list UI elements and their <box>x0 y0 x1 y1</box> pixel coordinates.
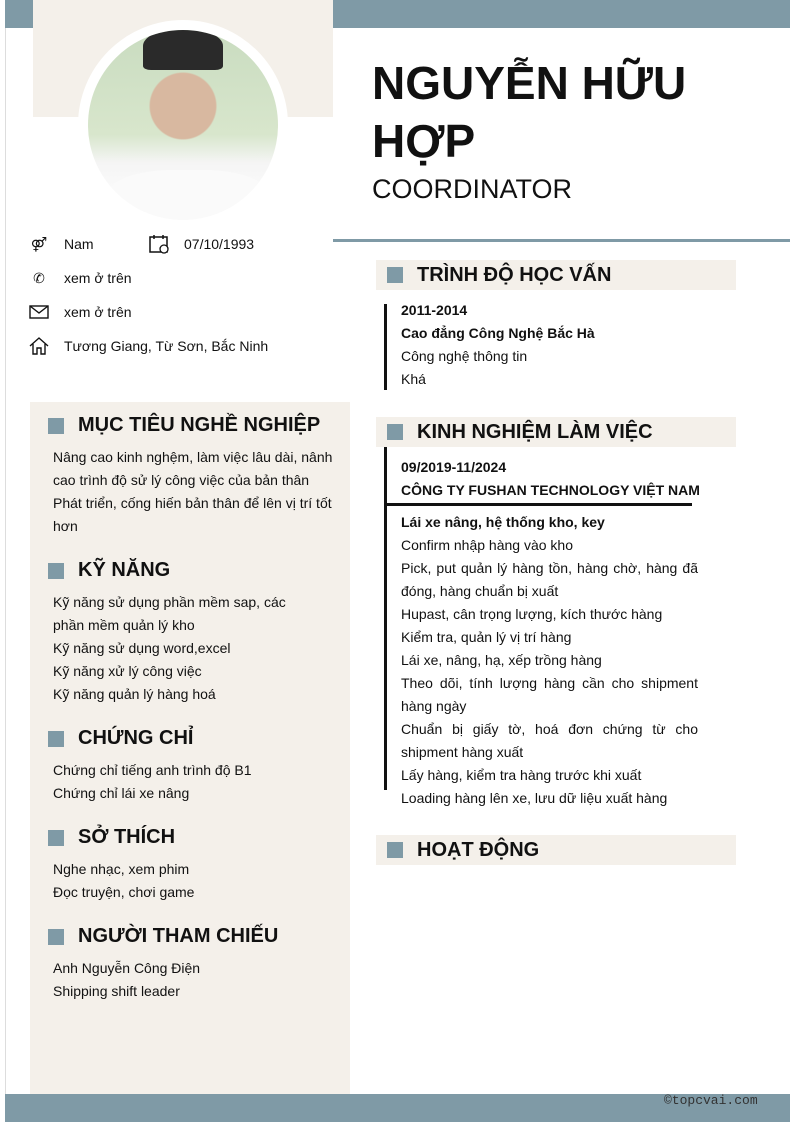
company-underline <box>386 503 692 506</box>
phone-icon: ✆ <box>33 269 45 286</box>
experience-company: CÔNG TY FUSHAN TECHNOLOGY VIỆT NAM <box>401 482 700 498</box>
education-period: 2011-2014 <box>401 302 468 318</box>
certificates-text <box>53 759 343 805</box>
objective-heading <box>48 414 320 437</box>
text-line: Kỹ năng sử dụng word,excel <box>53 640 231 656</box>
text-line: Đọc truyện, chơi game <box>53 884 195 900</box>
activities-heading <box>376 835 736 865</box>
header-divider <box>333 239 790 242</box>
task-item: Pick, put quản lý hàng tồn, hàng chờ, hàng đã đóng, hàng chuẩn bị xuất <box>401 560 698 599</box>
references-heading <box>48 925 278 948</box>
objective-text <box>53 446 343 538</box>
experience-period: 09/2019-11/2024 <box>401 459 507 475</box>
text-line: Chứng chỉ tiếng anh trình độ B1 <box>53 762 252 778</box>
heading-text: KINH NGHIỆM LÀM VIỆC <box>417 420 653 443</box>
email-value: xem ở trên <box>64 304 132 320</box>
task-item: Theo dõi, tính lượng hàng cần cho shipment hàng ngày <box>401 675 698 714</box>
task-item: Hupast, cân trọng lượng, kích thước hàng <box>401 606 663 622</box>
experience-position: Lái xe nâng, hệ thống kho, key <box>401 514 605 530</box>
text-line: Chứng chỉ lái xe nâng <box>53 785 190 801</box>
heading-text: HOẠT ĐỘNG <box>417 838 540 861</box>
text-line: Shipping shift leader <box>53 983 180 999</box>
square-icon <box>48 731 64 747</box>
education-major: Công nghệ thông tin <box>401 348 528 364</box>
heading-text: MỤC TIÊU NGHỀ NGHIỆP <box>78 414 321 436</box>
task-item: Kiểm tra, quản lý vị trí hàng <box>401 629 572 645</box>
gender-value: Nam <box>64 236 94 252</box>
education-grade: Khá <box>401 371 426 387</box>
text-line: Anh Nguyễn Công Điện <box>53 960 201 976</box>
task-item: Lái xe, nâng, hạ, xếp trồng hàng <box>401 652 602 668</box>
full-name: NGUYỄN HỮU HỢP <box>372 57 687 167</box>
address-value: Tương Giang, Từ Sơn, Bắc Ninh <box>64 338 269 354</box>
education-entry <box>401 299 698 391</box>
phone-value: xem ở trên <box>64 270 132 286</box>
task-item: Lấy hàng, kiểm tra hàng trước khi xuất <box>401 767 642 783</box>
dob-row <box>148 233 254 255</box>
heading-text: KỸ NĂNG <box>78 559 171 581</box>
phone-row <box>28 267 132 289</box>
heading-text: CHỨNG CHỈ <box>78 727 194 749</box>
square-icon <box>48 563 64 579</box>
square-icon <box>48 929 64 945</box>
certificates-heading <box>48 727 193 750</box>
references-text <box>53 957 343 1003</box>
education-timeline <box>384 304 387 390</box>
square-icon <box>48 830 64 846</box>
text-line: Nâng cao kinh nghệm, làm việc lâu dài, nânh cao trình độ sử lý công việc của bản thân <box>53 449 333 488</box>
square-icon <box>387 267 403 283</box>
experience-heading <box>376 417 736 447</box>
square-icon <box>387 842 403 858</box>
skills-text <box>53 591 303 706</box>
task-item: Confirm nhập hàng vào kho <box>401 537 573 553</box>
home-icon <box>28 335 50 357</box>
gender-icon: ⚤ <box>30 235 48 252</box>
copyright: ©topcvai.com <box>664 1093 758 1108</box>
envelope-icon <box>28 301 50 323</box>
hobbies-text <box>53 858 343 904</box>
job-title: COORDINATOR <box>372 174 573 204</box>
profile-header <box>372 54 772 206</box>
education-school: Cao đẳng Công Nghệ Bắc Hà <box>401 325 595 341</box>
text-line: Phát triển, cống hiến bản thân để lên vị trí tốt hơn <box>53 495 332 534</box>
email-row <box>28 301 132 323</box>
experience-entry <box>401 456 698 810</box>
hobbies-heading <box>48 826 175 849</box>
address-row <box>28 335 268 357</box>
task-item: Chuẩn bị giấy tờ, hoá đơn chứng từ cho shipment hàng xuất <box>401 721 698 760</box>
heading-text: TRÌNH ĐỘ HỌC VẤN <box>417 263 612 286</box>
heading-text: SỞ THÍCH <box>78 826 176 848</box>
task-item: Loading hàng lên xe, lưu dữ liệu xuất hàng <box>401 790 668 806</box>
text-line: Nghe nhạc, xem phim <box>53 861 190 877</box>
heading-text: NGƯỜI THAM CHIẾU <box>78 925 279 947</box>
gender-row <box>28 233 94 255</box>
skills-heading <box>48 559 170 582</box>
calendar-icon <box>148 233 170 255</box>
text-line: Kỹ năng xử lý công việc <box>53 663 202 679</box>
text-line: Kỹ năng quản lý hàng hoá <box>53 686 216 702</box>
square-icon <box>48 418 64 434</box>
square-icon <box>387 424 403 440</box>
text-line: Kỹ năng sử dụng phần mềm sap, các phần mềm quản lý kho <box>53 594 286 633</box>
avatar <box>88 30 278 220</box>
dob-value: 07/10/1993 <box>184 236 255 252</box>
education-heading <box>376 260 736 290</box>
experience-timeline <box>384 447 387 790</box>
